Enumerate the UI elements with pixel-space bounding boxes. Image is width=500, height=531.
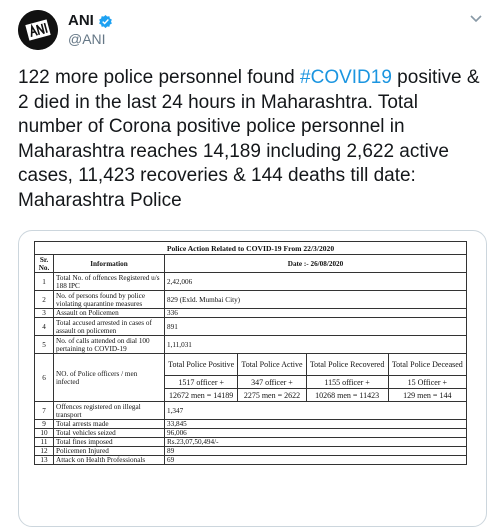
column-header-sr: Sr. No. xyxy=(35,255,54,273)
row-sr: 6 xyxy=(35,354,54,402)
recovered-men-total: 10268 men = 11423 xyxy=(306,389,388,402)
recovered-officers: 1155 officer + xyxy=(306,376,388,389)
row-info: No. of calls attended on dial 100 pertaining to COVID-19 xyxy=(54,336,165,354)
active-men-total: 2275 men = 2622 xyxy=(238,389,306,402)
row-value: 2,42,006 xyxy=(165,273,467,291)
row-info: Assault on Policemen xyxy=(54,309,165,318)
table-row xyxy=(35,354,467,376)
table-row xyxy=(35,273,467,291)
verified-badge-icon xyxy=(98,14,113,29)
row-value: 69 xyxy=(165,456,467,465)
row-info: Total arrests made xyxy=(54,420,165,429)
police-action-document xyxy=(34,241,467,465)
table-row xyxy=(35,402,467,420)
row-sr: 3 xyxy=(35,309,54,318)
avatar[interactable] xyxy=(18,10,58,50)
display-name[interactable]: ANI xyxy=(68,12,94,29)
table-row xyxy=(35,291,467,309)
attached-image[interactable] xyxy=(18,230,487,527)
row-info: NO. of Police officers / men infected xyxy=(54,354,165,402)
chevron-down-icon[interactable] xyxy=(468,10,484,26)
row-sr: 4 xyxy=(35,318,54,336)
row-value: 1,347 xyxy=(165,402,467,420)
row-value: 336 xyxy=(165,309,467,318)
active-officers: 347 officer + xyxy=(238,376,306,389)
row-value: 96,006 xyxy=(165,429,467,438)
positive-men-total: 12672 men = 14189 xyxy=(165,389,238,402)
table-row xyxy=(35,438,467,447)
row-sr: 13 xyxy=(35,456,54,465)
row-value: 33,845 xyxy=(165,420,467,429)
table-row xyxy=(35,420,467,429)
row-sr: 12 xyxy=(35,447,54,456)
row-sr: 2 xyxy=(35,291,54,309)
user-handle: @ANI xyxy=(68,31,106,47)
document-title: Police Action Related to COVID-19 From 22/3/2020 xyxy=(35,242,467,255)
tweet-text xyxy=(18,66,486,213)
row-info: Attack on Health Professionals xyxy=(54,456,165,465)
table-row xyxy=(35,309,467,318)
row-sr: 10 xyxy=(35,429,54,438)
table-row xyxy=(35,336,467,354)
row-info: Total vehicles seized xyxy=(54,429,165,438)
police-active-header: Total Police Active xyxy=(238,354,306,376)
row-sr: 1 xyxy=(35,273,54,291)
police-action-table xyxy=(34,241,467,465)
row-value: Rs.23,07,50,494/- xyxy=(165,438,467,447)
row-value: 1,11,031 xyxy=(165,336,467,354)
table-row xyxy=(35,318,467,336)
row-info: No. of persons found by police violating quarantine measures xyxy=(54,291,165,309)
tweet-text-part: 122 more police personnel found xyxy=(18,67,301,88)
tweet-header xyxy=(18,10,488,52)
hashtag-link[interactable]: #COVID19 xyxy=(300,67,392,88)
row-info: Total No. of offences Registered u/s 188 IPC xyxy=(54,273,165,291)
row-info: Policemen Injured xyxy=(54,447,165,456)
table-row xyxy=(35,456,467,465)
row-info: Total accused arrested in cases of assault on policemen xyxy=(54,318,165,336)
table-row xyxy=(35,447,467,456)
row-info: Total fines imposed xyxy=(54,438,165,447)
account-info[interactable] xyxy=(68,12,113,48)
deceased-officers: 15 Officer + xyxy=(388,376,466,389)
column-header-date: Date :- 26/08/2020 xyxy=(165,255,467,273)
police-deceased-header: Total Police Deceased xyxy=(388,354,466,376)
police-positive-header: Total Police Positive xyxy=(165,354,238,376)
column-header-info: Information xyxy=(54,255,165,273)
row-sr: 5 xyxy=(35,336,54,354)
row-sr: 7 xyxy=(35,402,54,420)
police-recovered-header: Total Police Recovered xyxy=(306,354,388,376)
deceased-men-total: 129 men = 144 xyxy=(388,389,466,402)
row-value: 891 xyxy=(165,318,467,336)
ani-logo-icon xyxy=(18,10,58,50)
positive-officers: 1517 officer + xyxy=(165,376,238,389)
tweet-text-part: positive & 2 died in the last 24 hours in Maharashtra. Total number of Corona positive police personnel in Maharashtra reaches 14,189 including 2,622 active cases, 11,423 recoveries & 144 deaths till date: Maharashtra Police xyxy=(18,67,480,211)
row-sr: 9 xyxy=(35,420,54,429)
row-value: 829 (Exld. Mumbai City) xyxy=(165,291,467,309)
row-sr: 11 xyxy=(35,438,54,447)
table-row xyxy=(35,429,467,438)
row-info: Offences registered on illegal transport xyxy=(54,402,165,420)
row-value: 89 xyxy=(165,447,467,456)
